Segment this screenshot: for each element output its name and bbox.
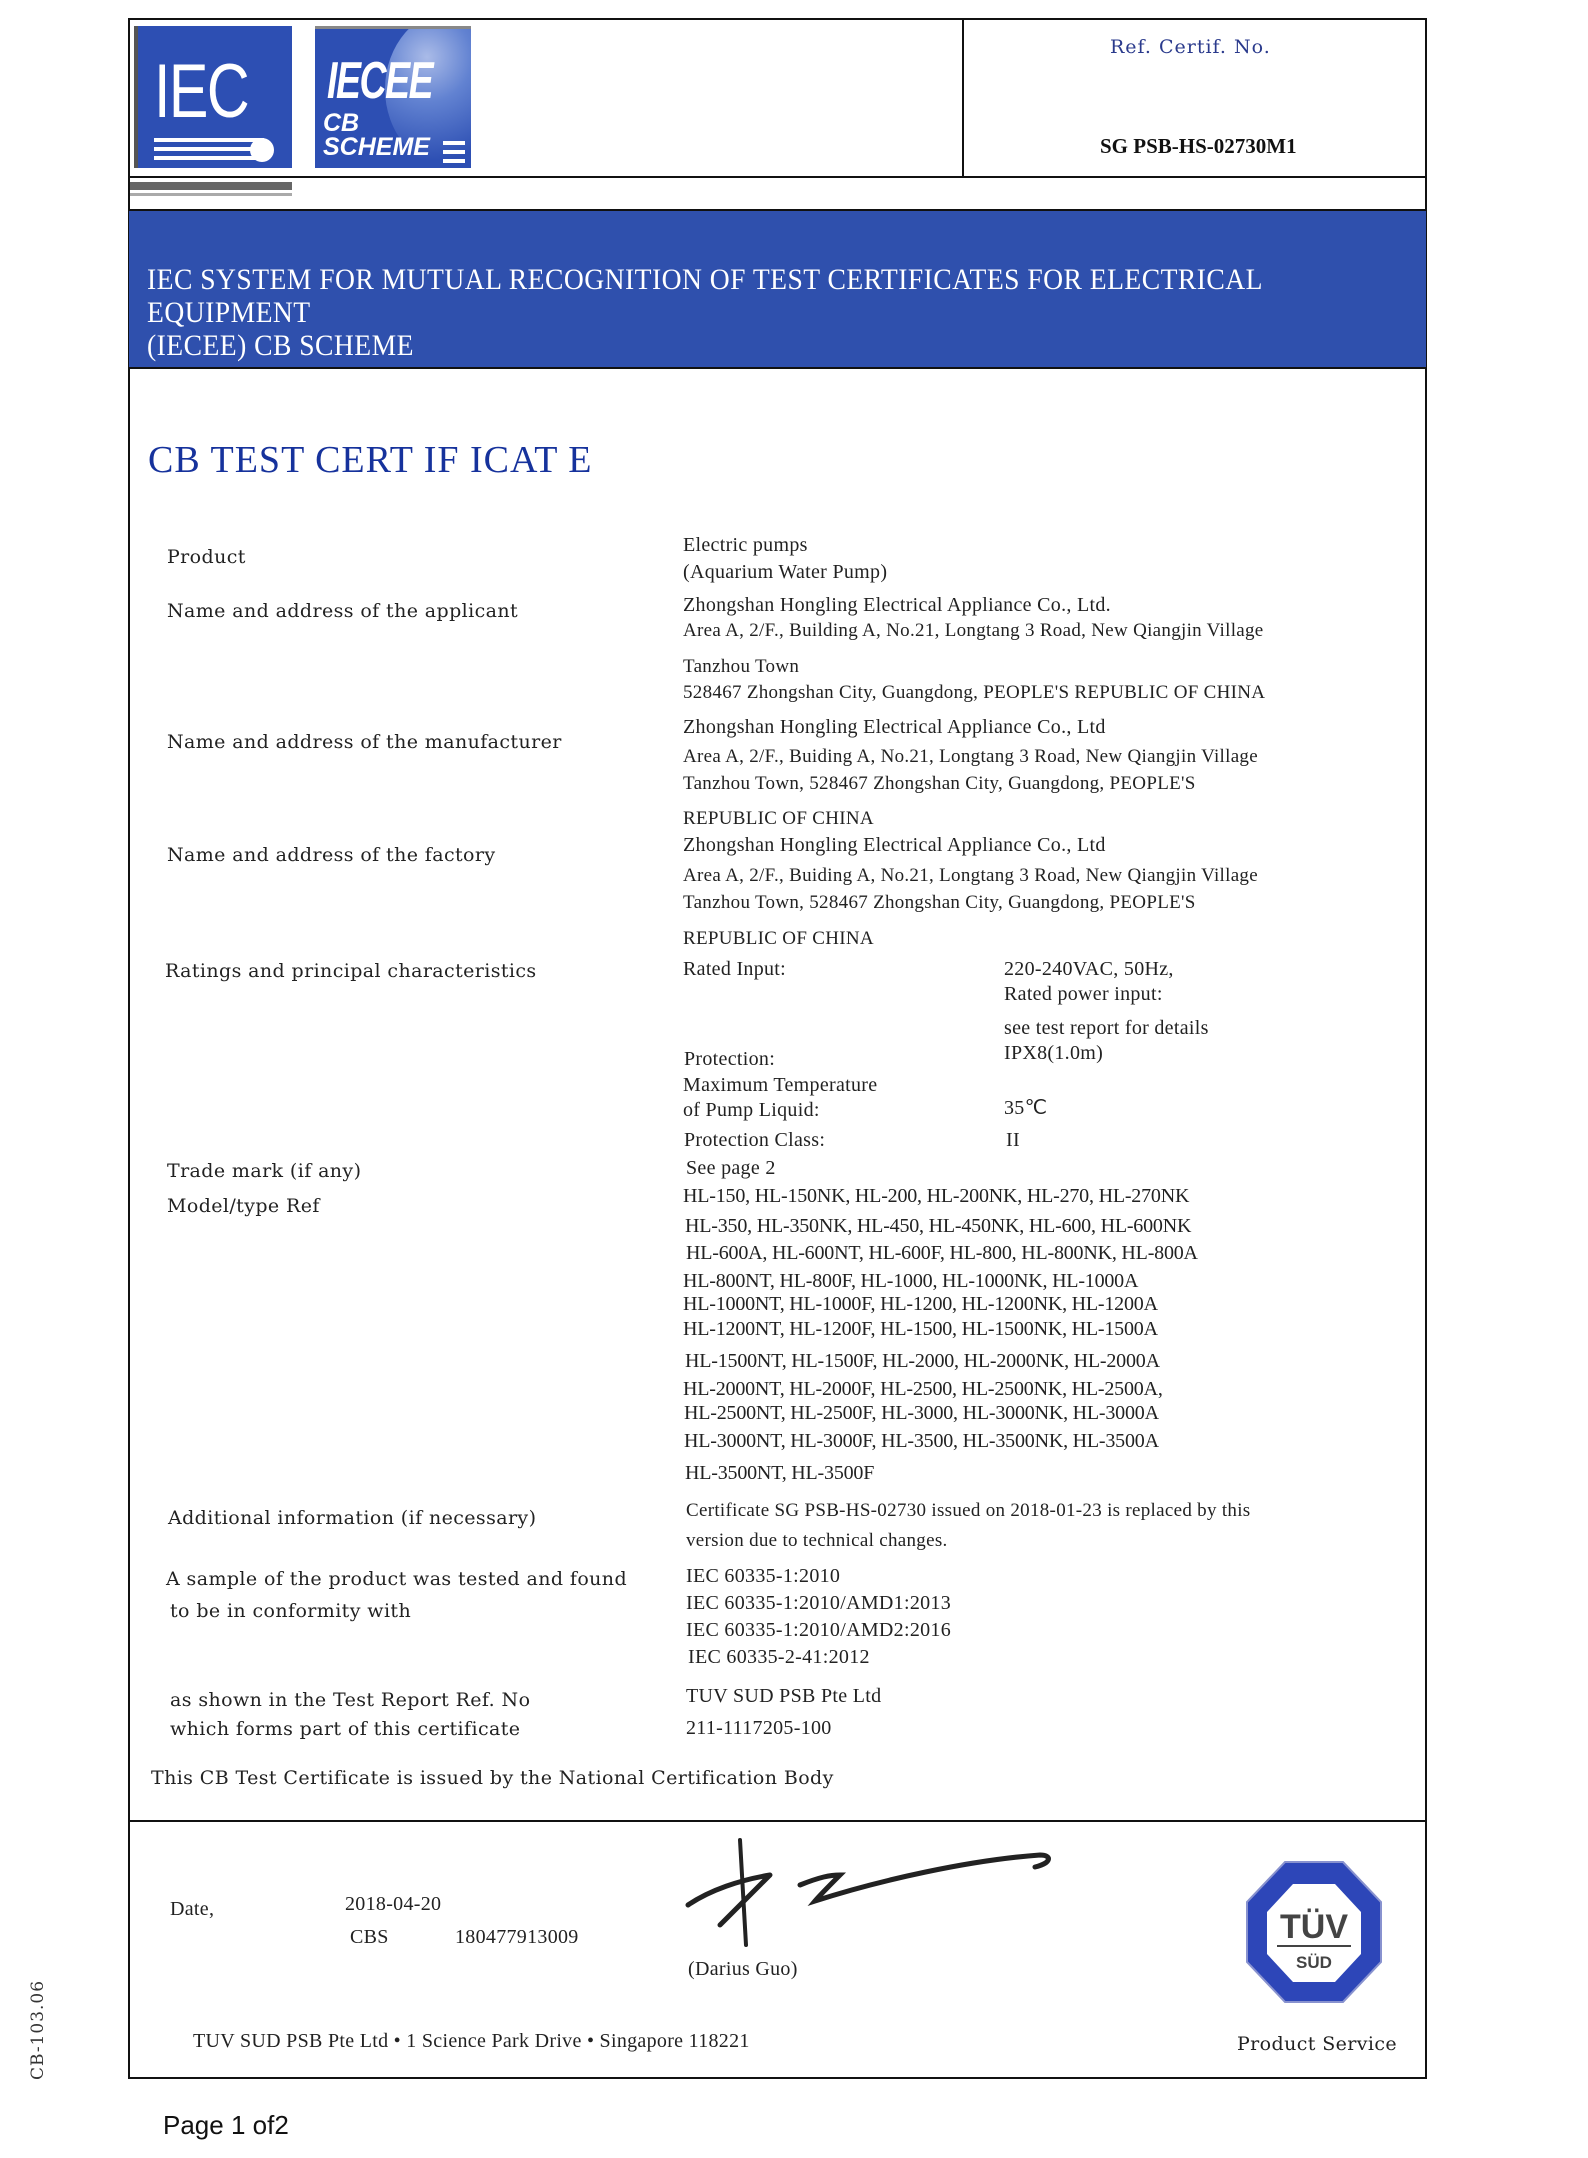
- protection-label: Protection:: [684, 1048, 776, 1070]
- iec-logo: IEC: [134, 26, 292, 168]
- protection-value: IPX8(1.0m): [1004, 1042, 1104, 1064]
- model-line: HL-1500NT, HL-1500F, HL-2000, HL-2000NK, HL-2000A: [685, 1350, 1160, 1372]
- additional-info-value: Certificate SG PSB-HS-02730 issued on 2018-01-23 is replaced by this: [686, 1500, 1251, 1521]
- page-title: CB TEST CERT IF ICAT E: [148, 439, 593, 481]
- standard-item: IEC 60335-2-41:2012: [688, 1646, 870, 1668]
- trademark-value: See page 2: [686, 1157, 776, 1179]
- test-lab-name: TUV SUD PSB Pte Ltd: [686, 1685, 882, 1707]
- applicant-label: Name and address of the applicant: [167, 600, 519, 622]
- date-value: 2018-04-20: [345, 1893, 442, 1915]
- additional-info-value: version due to technical changes.: [686, 1530, 948, 1551]
- product-service-label: Product Service: [1237, 2033, 1398, 2055]
- applicant-value: Tanzhou Town: [683, 656, 800, 677]
- protection-class-value: II: [1006, 1129, 1020, 1151]
- cbs-label: CBS: [350, 1926, 389, 1948]
- model-line: HL-1000NT, HL-1000F, HL-1200, HL-1200NK, HL-1200A: [683, 1293, 1158, 1315]
- logo-underline: [130, 182, 292, 190]
- manufacturer-value: Tanzhou Town, 528467 Zhongshan City, Guangdong, PEOPLE'S: [683, 773, 1196, 794]
- model-line: HL-600A, HL-600NT, HL-600F, HL-800, HL-800NK, HL-800A: [686, 1242, 1198, 1264]
- issuer-address: TUV SUD PSB Pte Ltd • 1 Science Park Drive • Singapore 118221: [193, 2030, 750, 2052]
- signature-icon: [680, 1835, 1060, 1955]
- standard-item: IEC 60335-1:2010: [686, 1565, 841, 1587]
- product-value: Electric pumps: [683, 534, 808, 556]
- standard-item: IEC 60335-1:2010/AMD1:2013: [686, 1592, 952, 1614]
- factory-value: Tanzhou Town, 528467 Zhongshan City, Guangdong, PEOPLE'S: [683, 892, 1196, 913]
- cbs-number: 180477913009: [455, 1926, 579, 1948]
- footer-divider: [128, 1820, 1427, 1822]
- scheme-banner: [129, 209, 1426, 369]
- manufacturer-value: REPUBLIC OF CHINA: [683, 808, 874, 829]
- test-report-label: as shown in the Test Report Ref. No: [170, 1689, 531, 1711]
- svg-text:SÜD: SÜD: [1296, 1953, 1332, 1972]
- model-line: HL-3500NT, HL-3500F: [685, 1462, 875, 1484]
- rated-power-label: Rated power input:: [1004, 983, 1163, 1005]
- manufacturer-value: Zhongshan Hongling Electrical Appliance Co., Ltd: [683, 716, 1106, 738]
- rated-power-value: see test report for details: [1004, 1017, 1209, 1039]
- factory-value: Zhongshan Hongling Electrical Appliance Co., Ltd: [683, 834, 1106, 856]
- manufacturer-value: Area A, 2/F., Buiding A, No.21, Longtang 3 Road, New Qiangjin Village: [683, 746, 1258, 767]
- max-temp-value: 35℃: [1004, 1097, 1048, 1119]
- banner-line-2: (IECEE) CB SCHEME: [147, 329, 414, 362]
- form-code: CB-103.06: [28, 1979, 48, 2080]
- header-bottom-rule: [128, 176, 1427, 178]
- rated-input-value: 220-240VAC, 50Hz,: [1004, 958, 1174, 980]
- max-temp-label: of Pump Liquid:: [683, 1099, 820, 1121]
- page-number: Page 1 of2: [163, 2110, 289, 2140]
- factory-label: Name and address of the factory: [167, 844, 496, 866]
- model-line: HL-800NT, HL-800F, HL-1000, HL-1000NK, HL-1000A: [683, 1270, 1139, 1292]
- product-value: (Aquarium Water Pump): [683, 561, 888, 583]
- manufacturer-label: Name and address of the manufacturer: [167, 731, 562, 753]
- model-line: HL-1200NT, HL-1200F, HL-1500, HL-1500NK, HL-1500A: [683, 1318, 1158, 1340]
- signatory-name: (Darius Guo): [688, 1958, 798, 1980]
- applicant-value: Zhongshan Hongling Electrical Appliance Co., Ltd.: [683, 594, 1111, 616]
- model-line: HL-3000NT, HL-3000F, HL-3500, HL-3500NK, HL-3500A: [684, 1430, 1159, 1452]
- ref-certif-label: Ref. Certif. No.: [1110, 36, 1271, 58]
- ratings-label: Ratings and principal characteristics: [165, 960, 537, 982]
- conformity-label: A sample of the product was tested and found: [166, 1568, 628, 1590]
- model-line: HL-350, HL-350NK, HL-450, HL-450NK, HL-600, HL-600NK: [685, 1215, 1192, 1237]
- header-divider: [962, 18, 964, 178]
- rated-input-label: Rated Input:: [683, 958, 787, 980]
- max-temp-label: Maximum Temperature: [683, 1074, 878, 1096]
- applicant-value: 528467 Zhongshan City, Guangdong, PEOPLE'S REPUBLIC OF CHINA: [683, 682, 1266, 703]
- date-label: Date,: [170, 1898, 215, 1920]
- model-label: Model/type Ref: [167, 1195, 320, 1217]
- iecee-cb-scheme-logo: IECEE CB SCHEME: [315, 26, 471, 168]
- tuv-sud-logo: [1245, 1858, 1383, 2006]
- test-report-label: which forms part of this certificate: [170, 1718, 521, 1740]
- factory-value: REPUBLIC OF CHINA: [683, 928, 874, 949]
- issued-by-statement: This CB Test Certificate is issued by the National Certification Body: [151, 1767, 834, 1789]
- model-line: HL-2500NT, HL-2500F, HL-3000, HL-3000NK, HL-3000A: [684, 1402, 1159, 1424]
- trademark-label: Trade mark (if any): [167, 1160, 362, 1182]
- factory-value: Area A, 2/F., Buiding A, No.21, Longtang 3 Road, New Qiangjin Village: [683, 865, 1258, 886]
- applicant-value: Area A, 2/F., Building A, No.21, Longtang 3 Road, New Qiangjin Village: [683, 620, 1264, 641]
- banner-line-1: IEC SYSTEM FOR MUTUAL RECOGNITION OF TEST CERTIFICATES FOR ELECTRICAL EQUIPMENT: [147, 263, 1262, 329]
- model-line: HL-150, HL-150NK, HL-200, HL-200NK, HL-270, HL-270NK: [683, 1185, 1190, 1207]
- test-report-number: 211-1117205-100: [686, 1717, 832, 1739]
- conformity-label: to be in conformity with: [170, 1600, 412, 1622]
- standard-item: IEC 60335-1:2010/AMD2:2016: [686, 1619, 952, 1641]
- protection-class-label: Protection Class:: [684, 1129, 826, 1151]
- model-line: HL-2000NT, HL-2000F, HL-2500, HL-2500NK, HL-2500A,: [683, 1378, 1163, 1400]
- additional-info-label: Additional information (if necessary): [168, 1507, 537, 1529]
- svg-text:TÜV: TÜV: [1280, 1908, 1348, 1946]
- ref-certif-number: SG PSB-HS-02730M1: [1100, 134, 1297, 158]
- product-label: Product: [167, 546, 246, 568]
